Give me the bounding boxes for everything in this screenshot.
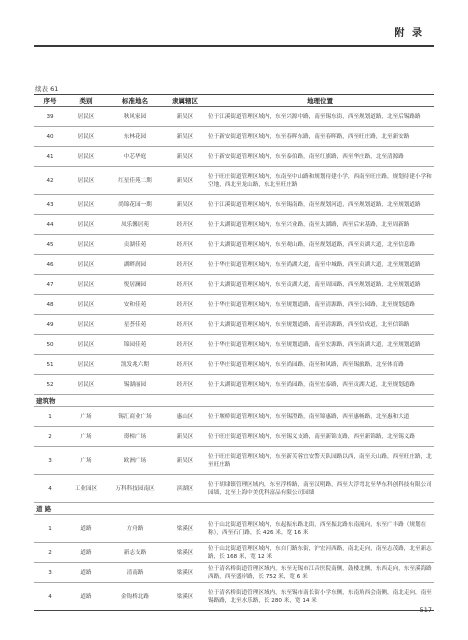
- cell-category: 道路: [66, 543, 106, 563]
- cell-name: 红星佳苑二期: [106, 167, 164, 195]
- cell-number: 45: [34, 235, 66, 255]
- cell-category: 道路: [66, 563, 106, 583]
- table-row: [34, 147, 434, 167]
- cell-number: 48: [34, 295, 66, 315]
- cell-category: 居民区: [66, 255, 106, 275]
- page-number: 517: [419, 606, 432, 614]
- cell-name: 凯发兆六期: [106, 355, 164, 375]
- cell-district: 新吴区: [164, 147, 206, 167]
- cell-location: 位于新安街道管理区域内，东至春晖东路，南至春晖路，西至旺庄路，北至新安路: [206, 127, 434, 147]
- cell-district: 惠山区: [164, 407, 206, 427]
- cell-number: 4: [34, 583, 66, 611]
- cell-name: 锦园佳苑: [106, 335, 164, 355]
- cell-district: 经开区: [164, 235, 206, 255]
- cell-number: 50: [34, 335, 66, 355]
- cell-number: 1: [34, 515, 66, 543]
- header-title: 附 录: [394, 28, 424, 39]
- table-row: [34, 215, 434, 235]
- cell-category: 居民区: [66, 375, 106, 395]
- table-row: [34, 427, 434, 447]
- cell-location: 位于华庄街道管理区域内，东至尚湖大道，南至中城路，西至贡湖大道，北至规划道路: [206, 255, 434, 275]
- table-row: [34, 315, 434, 335]
- cell-district: 经开区: [164, 335, 206, 355]
- gazetteer-table: [34, 94, 434, 611]
- table-row: [34, 275, 434, 295]
- cell-number: 52: [34, 375, 66, 395]
- cell-location: 位于旺庄街道管理区域内，东南至中山路和规划待建小学，西南至旺庄路，规划待建小学和空地，西北至龙山路，东北至旺庄路: [206, 167, 434, 195]
- cell-number: 47: [34, 275, 66, 295]
- cell-location: 位于太湖街道管理区域内，东至兴业路，南至太湖路，西至后宋基路，北至周新路: [206, 215, 434, 235]
- cell-location: 位于胡埭镇管理区域内，东至浮桥路，南至汉明路，西至大浮弯北至华东科创科技有限公司园墙，北至上海中美优科富品有限公司园墙: [206, 475, 434, 503]
- cell-location: 位于太湖街道管理区域内，东至贡湖大道，南至周园路，西至规划道路，北至规划道路: [206, 275, 434, 295]
- cell-number: 2: [34, 543, 66, 563]
- cell-name: 悦居澜园: [106, 275, 164, 295]
- cell-name: 清南路: [106, 563, 164, 583]
- cell-district: 新吴区: [164, 195, 206, 215]
- cell-name: 秋风家园: [106, 107, 164, 127]
- cell-district: 经开区: [164, 355, 206, 375]
- table-row: [34, 107, 434, 127]
- table-row: [34, 475, 434, 503]
- cell-location: 位于旺庄街道管理区域内，东至锡义支路，南至新锦支路，西至新锦路，北至锡义路: [206, 427, 434, 447]
- continued-label: 续表 61: [35, 85, 59, 93]
- table-row: [34, 235, 434, 255]
- cell-category: 广场: [66, 427, 106, 447]
- cell-name: 中芯华庭: [106, 147, 164, 167]
- cell-location: 位于清名桥街道管理区域内，东至锡市南长街小学东侧，东南角西会南侧，南北走向，南至锡路路，北至水乐路，长 280 米，宽 14 米: [206, 583, 434, 611]
- table-row: [34, 355, 434, 375]
- cell-district: 梁溪区: [164, 515, 206, 543]
- table-row: [34, 127, 434, 147]
- cell-district: 经开区: [164, 375, 206, 395]
- cell-location: 位于华庄街道管理区域内，东至尚园路，南至和风路，西至锡旅路，北至体育路: [206, 355, 434, 375]
- cell-district: 梁溪区: [164, 543, 206, 563]
- cell-location: 位于新安街道管理区域内，东至泰伯路，南至红旗路，西至华庄路，北至清源路: [206, 147, 434, 167]
- column-header-name: 标准地名: [106, 95, 164, 107]
- cell-name: 金钩桥北路: [106, 583, 164, 611]
- cell-name: 尚锦花园一期: [106, 195, 164, 215]
- cell-location: 位于华庄街道管理区域内，东至规划道路，南至宏源路，西至南湖大道，北至规划道路: [206, 335, 434, 355]
- cell-district: 经开区: [164, 275, 206, 295]
- cell-district: 新吴区: [164, 427, 206, 447]
- cell-category: 工业园区: [66, 475, 106, 503]
- cell-number: 42: [34, 167, 66, 195]
- table-body: [34, 107, 434, 611]
- cell-number: 1: [34, 407, 66, 427]
- cell-location: 位于太湖街道管理区域内，东至规划道路，南至清源路，西至信成道，北至信锦路: [206, 315, 434, 335]
- cell-number: 2: [34, 427, 66, 447]
- cell-district: 经开区: [164, 255, 206, 275]
- cell-category: 居民区: [66, 127, 106, 147]
- cell-category: 居民区: [66, 295, 106, 315]
- cell-location: 位于太湖街道管理区域内，东至尚园路，南至宏泰路，西至贡湖大道，北至规划道路: [206, 375, 434, 395]
- table-row: [34, 563, 434, 583]
- cell-number: 3: [34, 447, 66, 475]
- section-row: [34, 395, 434, 407]
- table-header-row: [34, 95, 434, 107]
- cell-category: 居民区: [66, 147, 106, 167]
- cell-name: 新志支路: [106, 543, 164, 563]
- cell-name: 安和佳苑: [106, 295, 164, 315]
- column-header-district: 隶属辖区: [164, 95, 206, 107]
- cell-name: 璟樟广场: [106, 427, 164, 447]
- cell-district: 梁溪区: [164, 583, 206, 611]
- cell-number: 49: [34, 315, 66, 335]
- cell-location: 位于江溪街道管理区域内，东至兴源中路，南至锡东街，西至规划道路，北至后锡路路: [206, 107, 434, 127]
- cell-district: 新吴区: [164, 127, 206, 147]
- section-row: [34, 503, 434, 515]
- cell-category: 居民区: [66, 275, 106, 295]
- header-rule: [34, 45, 434, 47]
- cell-district: 经开区: [164, 215, 206, 235]
- table-row: [34, 583, 434, 611]
- cell-district: 新吴区: [164, 167, 206, 195]
- cell-number: 40: [34, 127, 66, 147]
- table-row: [34, 255, 434, 275]
- column-header-number: 序号: [34, 95, 66, 107]
- cell-category: 广场: [66, 407, 106, 427]
- cell-category: 居民区: [66, 355, 106, 375]
- cell-district: 梁溪区: [164, 563, 206, 583]
- column-header-category: 类别: [66, 95, 106, 107]
- cell-number: 46: [34, 255, 66, 275]
- cell-number: 43: [34, 195, 66, 215]
- section-label: 建筑物: [34, 395, 434, 407]
- cell-name: 贡湖佳苑: [106, 235, 164, 255]
- table-row: [34, 295, 434, 315]
- cell-name: 东林花园: [106, 127, 164, 147]
- cell-number: 4: [34, 475, 66, 503]
- cell-category: 居民区: [66, 107, 106, 127]
- table-row: [34, 195, 434, 215]
- table-row: [34, 447, 434, 475]
- cell-number: 44: [34, 215, 66, 235]
- cell-name: 凤乐馨居苑: [106, 215, 164, 235]
- table-row: [34, 375, 434, 395]
- cell-category: 道路: [66, 583, 106, 611]
- cell-location: 位于山北街道管理区域内，东起振东路北街，西至振北路东南流向，东至广丰路（规划在称），西至石门路，长 426 米，宽 16 米: [206, 515, 434, 543]
- cell-number: 41: [34, 147, 66, 167]
- cell-name: 湖畔润园: [106, 255, 164, 275]
- table-row: [34, 407, 434, 427]
- cell-category: 居民区: [66, 215, 106, 235]
- cell-category: 居民区: [66, 195, 106, 215]
- cell-name: 锡湖丽园: [106, 375, 164, 395]
- cell-location: 位于太湖街道管理区域内，东至观山路，南至规划道路，西至贡湖大道，北至信息路: [206, 235, 434, 255]
- table-row: [34, 335, 434, 355]
- section-label: 道 路: [34, 503, 434, 515]
- cell-category: 道路: [66, 515, 106, 543]
- cell-location: 位于江溪街道管理区域内，东至锡南路，南至规划河道，西至规划道路，北至规划道路: [206, 195, 434, 215]
- table-row: [34, 543, 434, 563]
- cell-location: 位于旺庄街道管理区域内，东至新芙蓉宜安警天队园路以西，南至天山路，西至旺庄路，北至旺庄路: [206, 447, 434, 475]
- cell-district: 经开区: [164, 295, 206, 315]
- cell-location: 位于山北街道管理区域内，东自门路东街，沪宏河西路，南北走向，南至志茂路，北至新志路，长 168 米，宽 12 米: [206, 543, 434, 563]
- cell-category: 广场: [66, 447, 106, 475]
- cell-district: 滨湖区: [164, 475, 206, 503]
- cell-number: 39: [34, 107, 66, 127]
- cell-number: 3: [34, 563, 66, 583]
- cell-name: 万科科技园南区: [106, 475, 164, 503]
- table-row: [34, 167, 434, 195]
- cell-name: 欧洲广场: [106, 447, 164, 475]
- cell-location: 位于华庄街道管理区域内，东至规划道路，南至清源路，西至公园路，北至规划道路: [206, 295, 434, 315]
- cell-name: 方舟路: [106, 515, 164, 543]
- cell-category: 居民区: [66, 335, 106, 355]
- cell-location: 位于堰桥街道管理区域内，东至锡澄路，南至锦惠路，西至惠畅路，北至惠和大道: [206, 407, 434, 427]
- cell-district: 新吴区: [164, 107, 206, 127]
- cell-name: 锡汇商业广场: [106, 407, 164, 427]
- cell-category: 居民区: [66, 315, 106, 335]
- cell-category: 居民区: [66, 235, 106, 255]
- table-row: [34, 515, 434, 543]
- cell-name: 星荟佳苑: [106, 315, 164, 335]
- cell-category: 居民区: [66, 167, 106, 195]
- cell-district: 经开区: [164, 315, 206, 335]
- column-header-location: 地理位置: [206, 95, 434, 107]
- cell-number: 51: [34, 355, 66, 375]
- cell-location: 位于清名桥街道管理区域内，东至无锡市江音医院南侧，鼓楼北侧，东西走向，东至溪海路西路，西至盛岸路，长 752 米，宽 6 米: [206, 563, 434, 583]
- cell-district: 新吴区: [164, 447, 206, 475]
